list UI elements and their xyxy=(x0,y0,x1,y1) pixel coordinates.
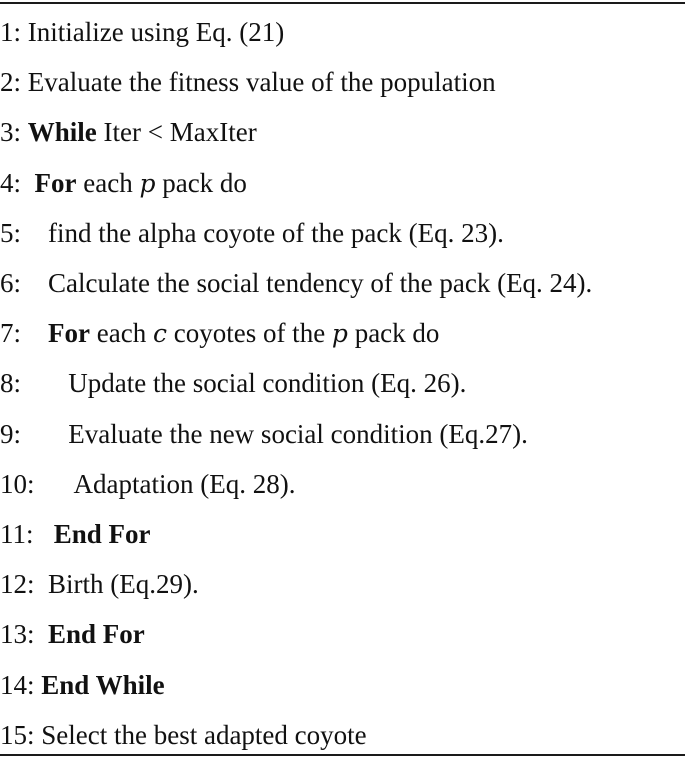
line-text: pack do xyxy=(155,167,247,198)
algorithm-line xyxy=(0,12,284,52)
line-number: 13: xyxy=(0,619,35,650)
line-text: each xyxy=(90,318,153,349)
line-indent xyxy=(35,569,49,599)
algorithm-line xyxy=(0,564,199,604)
keyword: While xyxy=(27,117,97,148)
algorithm-line xyxy=(0,363,466,403)
algorithm-line xyxy=(0,715,367,755)
line-text: Evaluate the fitness value of the population xyxy=(27,67,496,98)
line-number: 10: xyxy=(0,468,35,499)
algorithm-line xyxy=(0,665,165,705)
line-number: 9: xyxy=(0,418,22,449)
line-number: 4: xyxy=(0,167,22,198)
keyword: End While xyxy=(41,669,165,700)
line-number: 15: xyxy=(0,719,35,750)
line-text: Initialize using Eq. (21) xyxy=(27,17,285,47)
algorithm-line xyxy=(0,163,247,203)
line-indent xyxy=(21,218,48,248)
line-indent xyxy=(21,419,68,449)
line-indent xyxy=(21,17,28,47)
variable: p xyxy=(139,168,156,198)
line-number: 8: xyxy=(0,368,22,399)
line-text: Select the best adapted coyote xyxy=(41,719,367,750)
keyword: For xyxy=(34,167,77,198)
line-indent xyxy=(21,67,28,97)
variable: c xyxy=(152,319,167,349)
line-text: Birth (Eq.29). xyxy=(48,569,199,600)
line-text: Calculate the social tendency of the pack (Eq. 24). xyxy=(48,268,593,298)
line-text: Iter < MaxIter xyxy=(96,117,257,148)
line-text: Evaluate the new social condition (Eq.27). xyxy=(68,418,528,449)
line-text: each xyxy=(76,167,140,198)
line-text: Update the social condition (Eq. 26). xyxy=(68,368,467,399)
line-number: 6: xyxy=(0,268,22,298)
line-text: find the alpha coyote of the pack (Eq. 23). xyxy=(48,217,504,248)
line-indent xyxy=(21,268,48,298)
algorithm-line xyxy=(0,514,151,554)
line-number: 2: xyxy=(0,67,22,98)
algorithm-line xyxy=(0,263,592,303)
line-number: 7: xyxy=(0,318,22,349)
line-indent xyxy=(21,368,68,398)
line-number: 14: xyxy=(0,669,35,700)
line-indent xyxy=(21,168,35,198)
line-indent xyxy=(21,318,48,348)
bottom-rule xyxy=(0,754,685,756)
algorithm-line xyxy=(0,313,439,353)
line-number: 12: xyxy=(0,569,35,600)
algorithm-line xyxy=(0,213,504,253)
line-number: 5: xyxy=(0,217,22,248)
algorithm-line xyxy=(0,614,145,654)
line-number: 3: xyxy=(0,117,22,148)
algorithm-line xyxy=(0,62,496,102)
keyword: End For xyxy=(48,619,145,650)
algorithm-line xyxy=(0,464,295,504)
variable: p xyxy=(331,319,348,349)
top-rule xyxy=(0,2,685,4)
line-indent xyxy=(34,519,54,549)
line-number: 11: xyxy=(0,519,34,549)
line-indent xyxy=(35,469,74,499)
line-indent xyxy=(35,619,49,649)
line-text: pack do xyxy=(347,318,440,349)
algorithm-line xyxy=(0,414,528,454)
line-number: 1: xyxy=(0,17,22,47)
line-text: coyotes of the xyxy=(166,318,332,349)
keyword: For xyxy=(48,318,90,349)
algorithm-line xyxy=(0,112,257,152)
line-text: Adaptation (Eq. 28). xyxy=(73,468,296,499)
keyword: End For xyxy=(53,519,151,549)
line-indent xyxy=(21,117,28,147)
